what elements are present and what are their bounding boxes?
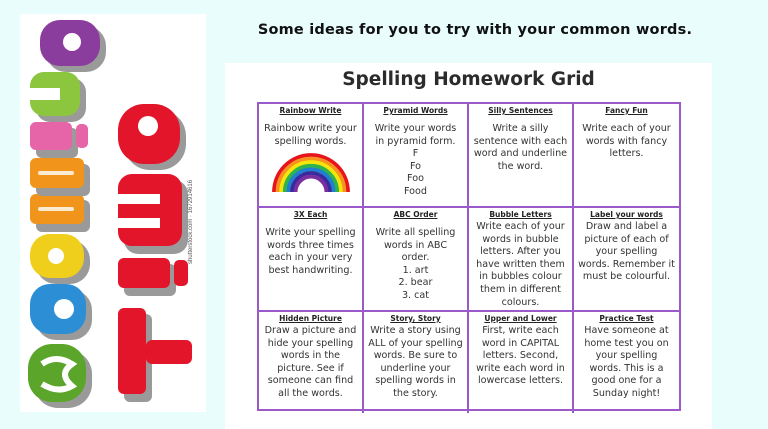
description-line: words in bubble [482,233,559,245]
description-line: picture of each of [584,233,669,245]
cell-title: Upper and Lower [484,314,557,323]
description-line: letters. [609,148,644,160]
description-line: 2. bear [398,277,433,289]
description-line: in bubbles colour [479,271,562,283]
cell-title: Bubble Letters [489,210,552,219]
description-line: spelling words. [274,135,347,147]
cell-title: Label your words [590,210,663,219]
grid-cell-fancy-fun [574,104,679,208]
cell-title: ABC Order [393,210,438,219]
description-line: your spelling [595,350,658,362]
description-line: words in the [280,350,341,362]
description-line: F [412,148,419,160]
cell-description [471,325,570,388]
description-line: Have someone at [584,325,669,336]
grid-cell-3x-each [259,208,364,312]
description-line: Rainbow write your [264,123,357,134]
description-line: all the words. [278,387,343,399]
description-line: spelling words in [375,375,456,387]
description-line: in pyramid form. [375,135,456,147]
description-line: Draw a picture and [264,325,357,336]
cell-title: Story, Story [390,314,441,323]
image-credit: shutterstock.com · 1672914616 [188,179,194,264]
cell-description [366,325,465,401]
description-line: ALL of your spelling [368,337,463,349]
spelling-time-banner-image [20,14,206,412]
cell-description [471,123,570,173]
description-line: Fo [409,160,422,172]
description-line: words. Remember it [578,258,675,270]
description-line: words. This is a [589,362,664,374]
description-line: Food [403,185,427,197]
cell-title: Practice Test [599,314,654,323]
description-line: each in your very [268,252,353,264]
word-spelling [28,20,106,408]
cell-description [576,123,677,161]
grid-cell-hidden-picture [259,312,364,413]
description-line: Draw and label a [585,221,668,232]
description-line: letters. Second, [482,350,559,362]
cell-description [366,227,465,303]
description-line: the story. [393,387,438,399]
cell-title: Rainbow Write [279,106,342,115]
rainbow-icon [272,153,350,193]
page-headline: Some ideas for you to try with your common words. [257,22,693,38]
description-line: Write all spelling [375,227,456,238]
description-line: order. [401,252,430,264]
sheet-title: Spelling Homework Grid [342,69,595,90]
description-line: words three times [267,239,354,251]
grid-cell-story-story [364,312,469,413]
cell-title: Fancy Fun [605,106,648,115]
description-line: letters. After you [480,246,561,258]
description-line: 1. art [402,264,429,276]
description-line: word in CAPITAL [481,337,560,349]
description-line: someone can find [267,375,354,387]
description-line: them in different [480,283,561,295]
description-line: word and underline [473,148,568,160]
description-line: picture. See if [277,362,344,374]
cell-description [576,325,677,401]
grid-cell-upper-and-lower [469,312,574,413]
cell-description [261,227,360,277]
description-line: best handwriting. [268,264,353,276]
grid-cell-silly-sentences [469,104,574,208]
cell-title: Silly Sentences [488,106,553,115]
description-line: Write a silly [492,123,549,134]
description-line: Write your spelling [265,227,356,238]
grid-cell-bubble-letters [469,208,574,312]
description-line: your spelling [595,246,658,258]
spelling-time-lettering [20,14,206,412]
description-line: Write your words [374,123,457,134]
homework-grid [257,102,681,411]
description-line: write each word in [476,362,565,374]
description-line: 3. cat [401,289,430,301]
description-line: Write a story using [370,325,461,336]
grid-cell-practice-test [574,312,679,413]
cell-description [366,123,465,199]
description-line: lowercase letters. [477,375,564,387]
grid-cell-abc-order [364,208,469,312]
description-line: words. Be sure to [373,350,458,362]
description-line: colours. [501,296,540,308]
description-line: Write each of your [476,221,565,232]
cell-description [261,325,360,401]
cell-title: 3X Each [293,210,328,219]
description-line: First, write each [482,325,559,336]
grid-cell-rainbow-write [259,104,364,208]
grid-cell-label-your-words [574,208,679,312]
grid-cell-pyramid-words [364,104,469,208]
description-line: Sunday night! [592,387,661,399]
word-time [118,104,192,402]
homework-sheet [225,63,712,429]
description-line: sentence with each [473,135,568,147]
description-line: Foo [407,173,424,185]
cell-description [471,221,570,309]
description-line: words with fancy [585,135,668,147]
cell-title: Pyramid Words [383,106,448,115]
cell-title: Hidden Picture [279,314,342,323]
description-line: words in ABC [383,239,448,251]
description-line: the word. [497,160,544,172]
description-line: hide your spelling [267,337,354,349]
cell-description [261,123,360,148]
description-line: must be colourful. [582,271,671,283]
description-line: underline your [380,362,451,374]
description-line: Write each of your [582,123,671,134]
cell-description [576,221,677,284]
description-line: home test you on [584,337,669,349]
description-line: have written them [476,258,565,270]
description-line: good one for a [591,375,662,387]
